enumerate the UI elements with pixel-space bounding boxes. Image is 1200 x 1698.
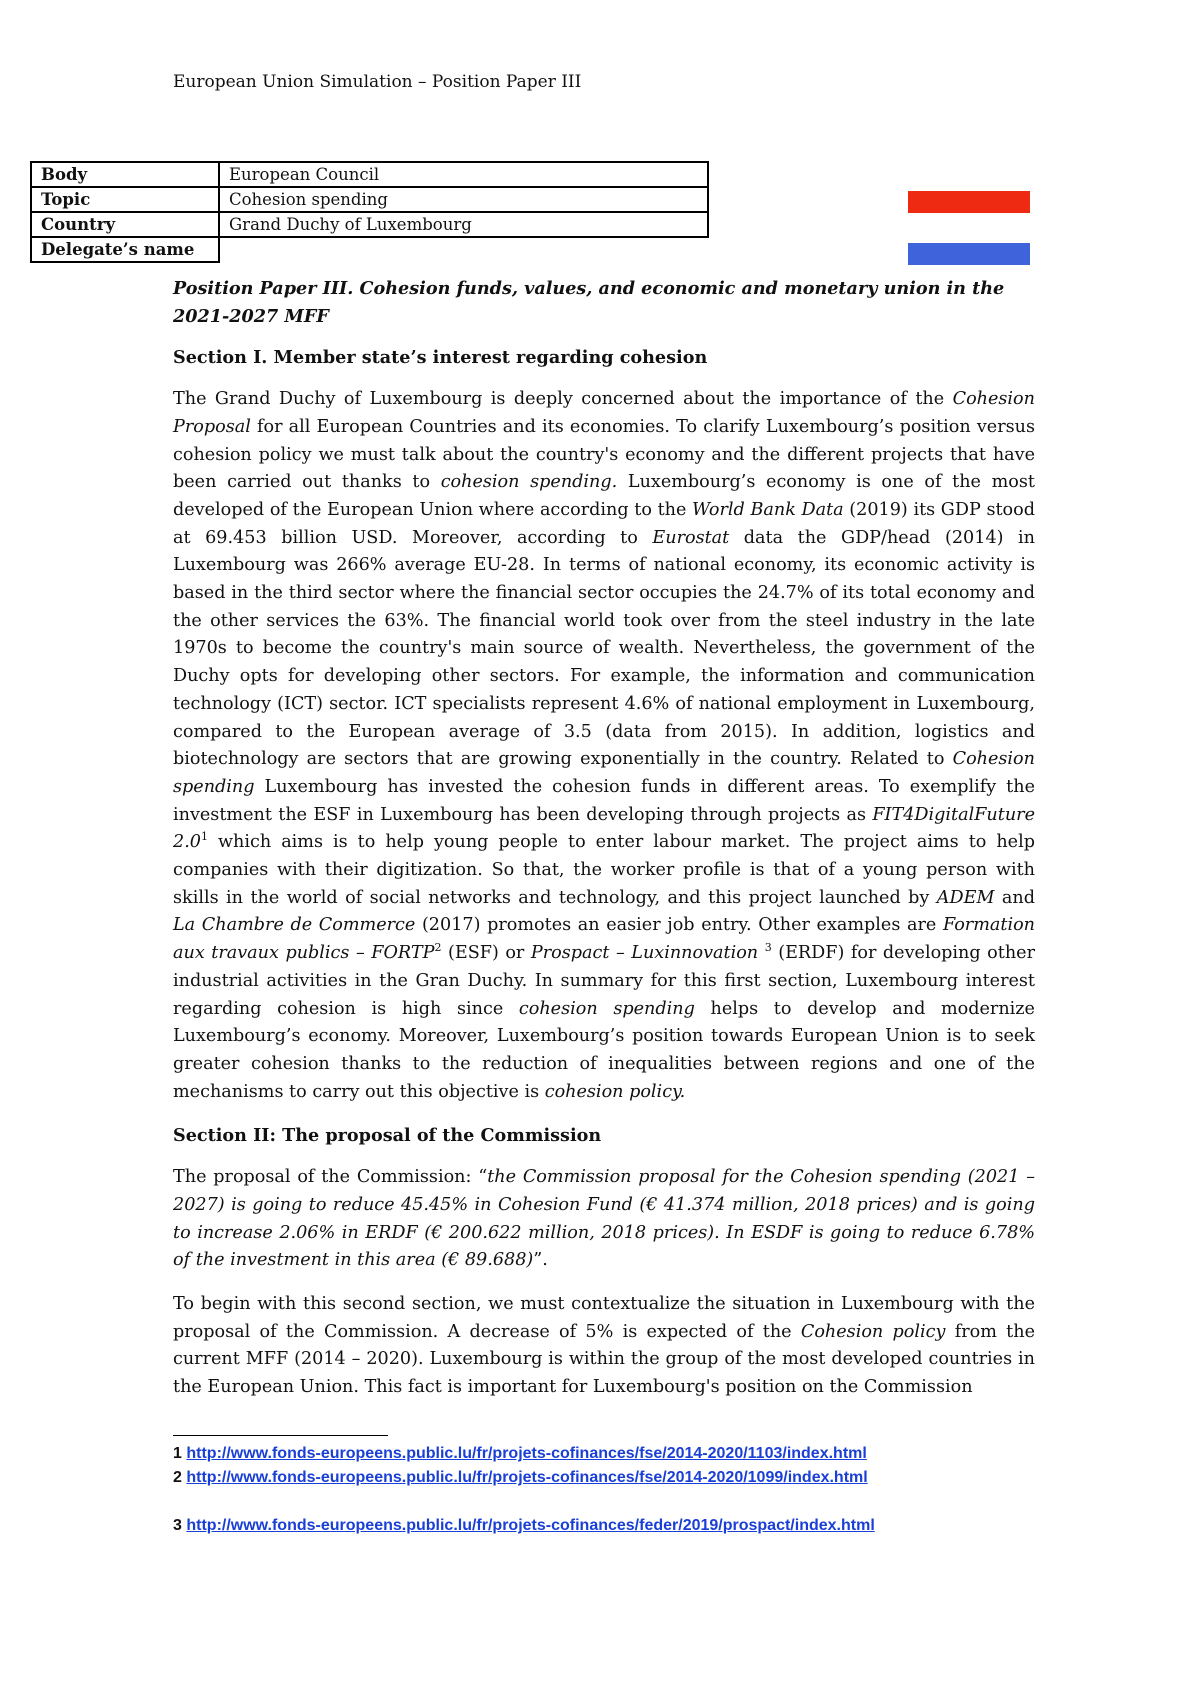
footnote-ref-1: 1 <box>200 830 208 844</box>
meta-key: Topic <box>31 187 219 212</box>
footnote-link[interactable]: http://www.fonds-europeens.public.lu/fr/projets-cofinances/fse/2014-2020/1103/index.html <box>186 1445 867 1462</box>
section-2-paragraph: To begin with this second section, we must contextualize the situation in Luxembourg with the proposal of the Commission. A decrease of 5% is expected of the Cohesion policy from the current MFF (2014 – 2020). Luxembourg is within the group of the most developed countries in the European Union. This fact is important for Luxembourg's position on the Commission <box>173 1293 1035 1398</box>
footnote-number: 1 <box>173 1445 182 1462</box>
paper-body <box>173 275 1035 1418</box>
footnote-link[interactable]: http://www.fonds-europeens.public.lu/fr/projets-cofinances/feder/2019/prospact/index.html <box>186 1517 875 1534</box>
meta-row-topic <box>31 187 708 212</box>
flag-stripe-red <box>908 191 1030 213</box>
footnote-ref-2: 2 <box>434 941 442 955</box>
meta-row-delegate <box>31 237 708 262</box>
meta-key: Country <box>31 212 219 237</box>
meta-value: Cohesion spending <box>219 187 708 212</box>
meta-value <box>219 237 708 262</box>
meta-value: European Council <box>219 162 708 187</box>
meta-key: Body <box>31 162 219 187</box>
footnote-2 <box>173 1466 875 1490</box>
footnote-3 <box>173 1514 875 1538</box>
footnote-number: 3 <box>173 1517 182 1534</box>
running-header: European Union Simulation – Position Paper III <box>173 72 582 92</box>
meta-row-country <box>31 212 708 237</box>
meta-row-body <box>31 162 708 187</box>
paper-title: Position Paper III. Cohesion funds, values, and economic and monetary union in the 2021-2027 MFF <box>173 278 1005 327</box>
meta-table <box>30 161 709 263</box>
flag-stripe-white <box>908 217 1030 239</box>
footnote-number: 2 <box>173 1469 182 1486</box>
meta-key: Delegate’s name <box>31 237 219 262</box>
footnote-ref-3: 3 <box>764 941 772 955</box>
luxembourg-flag <box>908 191 1030 265</box>
section-2-quote-paragraph: The proposal of the Commission: “the Commission proposal for the Cohesion spending (2021 – 2027) is going to reduce 45.45% in Cohesion Fund (€ 41.374 million, 2018 prices) and is going to increase 2.06% in ERDF (€ 200.622 million, 2018 prices). In ESDF is going to reduce 6.78% of the investment in this area (€ 89.688)”. <box>173 1167 1035 1271</box>
footnote-1 <box>173 1442 875 1466</box>
footnote-link[interactable]: http://www.fonds-europeens.public.lu/fr/projets-cofinances/fse/2014-2020/1099/index.html <box>186 1469 868 1486</box>
section-1-paragraph: The Grand Duchy of Luxembourg is deeply concerned about the importance of the Cohesion Proposal for all European Countries and its economies. To clarify Luxembourg’s position versus cohesion policy we must talk about the country's economy and the different projects that have been carried out thanks to cohesion spending. Luxembourg’s economy is one of the most developed of the European Union where according to the World Bank Data (2019) its GDP stood at 69.453 billion USD. Moreover, according to Eurostat data the GDP/head (2014) in Luxembourg was 266% average EU-28. In terms of national economy, its economic activity is based in the third sector where the financial sector occupies the 24.7% of its total economy and the other services the 63%. The financial world took over from the steel industry in the late 1970s to become the country's main source of wealth. Nevertheless, the government of the Duchy opts for developing other sectors. For example, the information and communication technology (ICT) sector. ICT specialists represent 4.6% of national employment in Luxembourg, compared to the European average of 3.5 (data from 2015). In addition, logistics and biotechnology are sectors that are growing exponentially in the country. Related to Cohesion spending Luxembourg has invested the cohesion funds in different areas. To exemplify the investment the ESF in Luxembourg has been developing through projects as FIT4DigitalFuture $2.0^1$ which aims is to help young people to enter labour market. The project aims to help companies with their digitization. So that, the worker profile is that of a young person with skills in the world of social networks and technology, and this project launched by ADEM and La Chambre de Commerce (2017) promotes an easier job entry. Other examples are Formation aux travaux publics – FORTP$^2$ (ESF) or Prospact – Luxinnovation $^3$ (ERDF) for developing other industrial activities in the Gran Duchy. In summary for this first section, Luxembourg interest regarding cohesion is high since cohesion spending helps to develop and modernize Luxembourg’s economy. Moreover, Luxembourg’s position towards European Union is to seek greater cohesion thanks to the reduction of inequalities between regions and one of the mechanisms to carry out this objective is cohesion policy. <box>173 389 1036 1102</box>
footnote-separator <box>173 1435 388 1436</box>
meta-value: Grand Duchy of Luxembourg <box>219 212 708 237</box>
footnotes <box>173 1442 875 1538</box>
section-1-heading: Section I. Member state’s interest regarding cohesion <box>173 347 708 369</box>
section-2-heading: Section II: The proposal of the Commission <box>173 1125 602 1147</box>
flag-stripe-blue <box>908 243 1030 265</box>
